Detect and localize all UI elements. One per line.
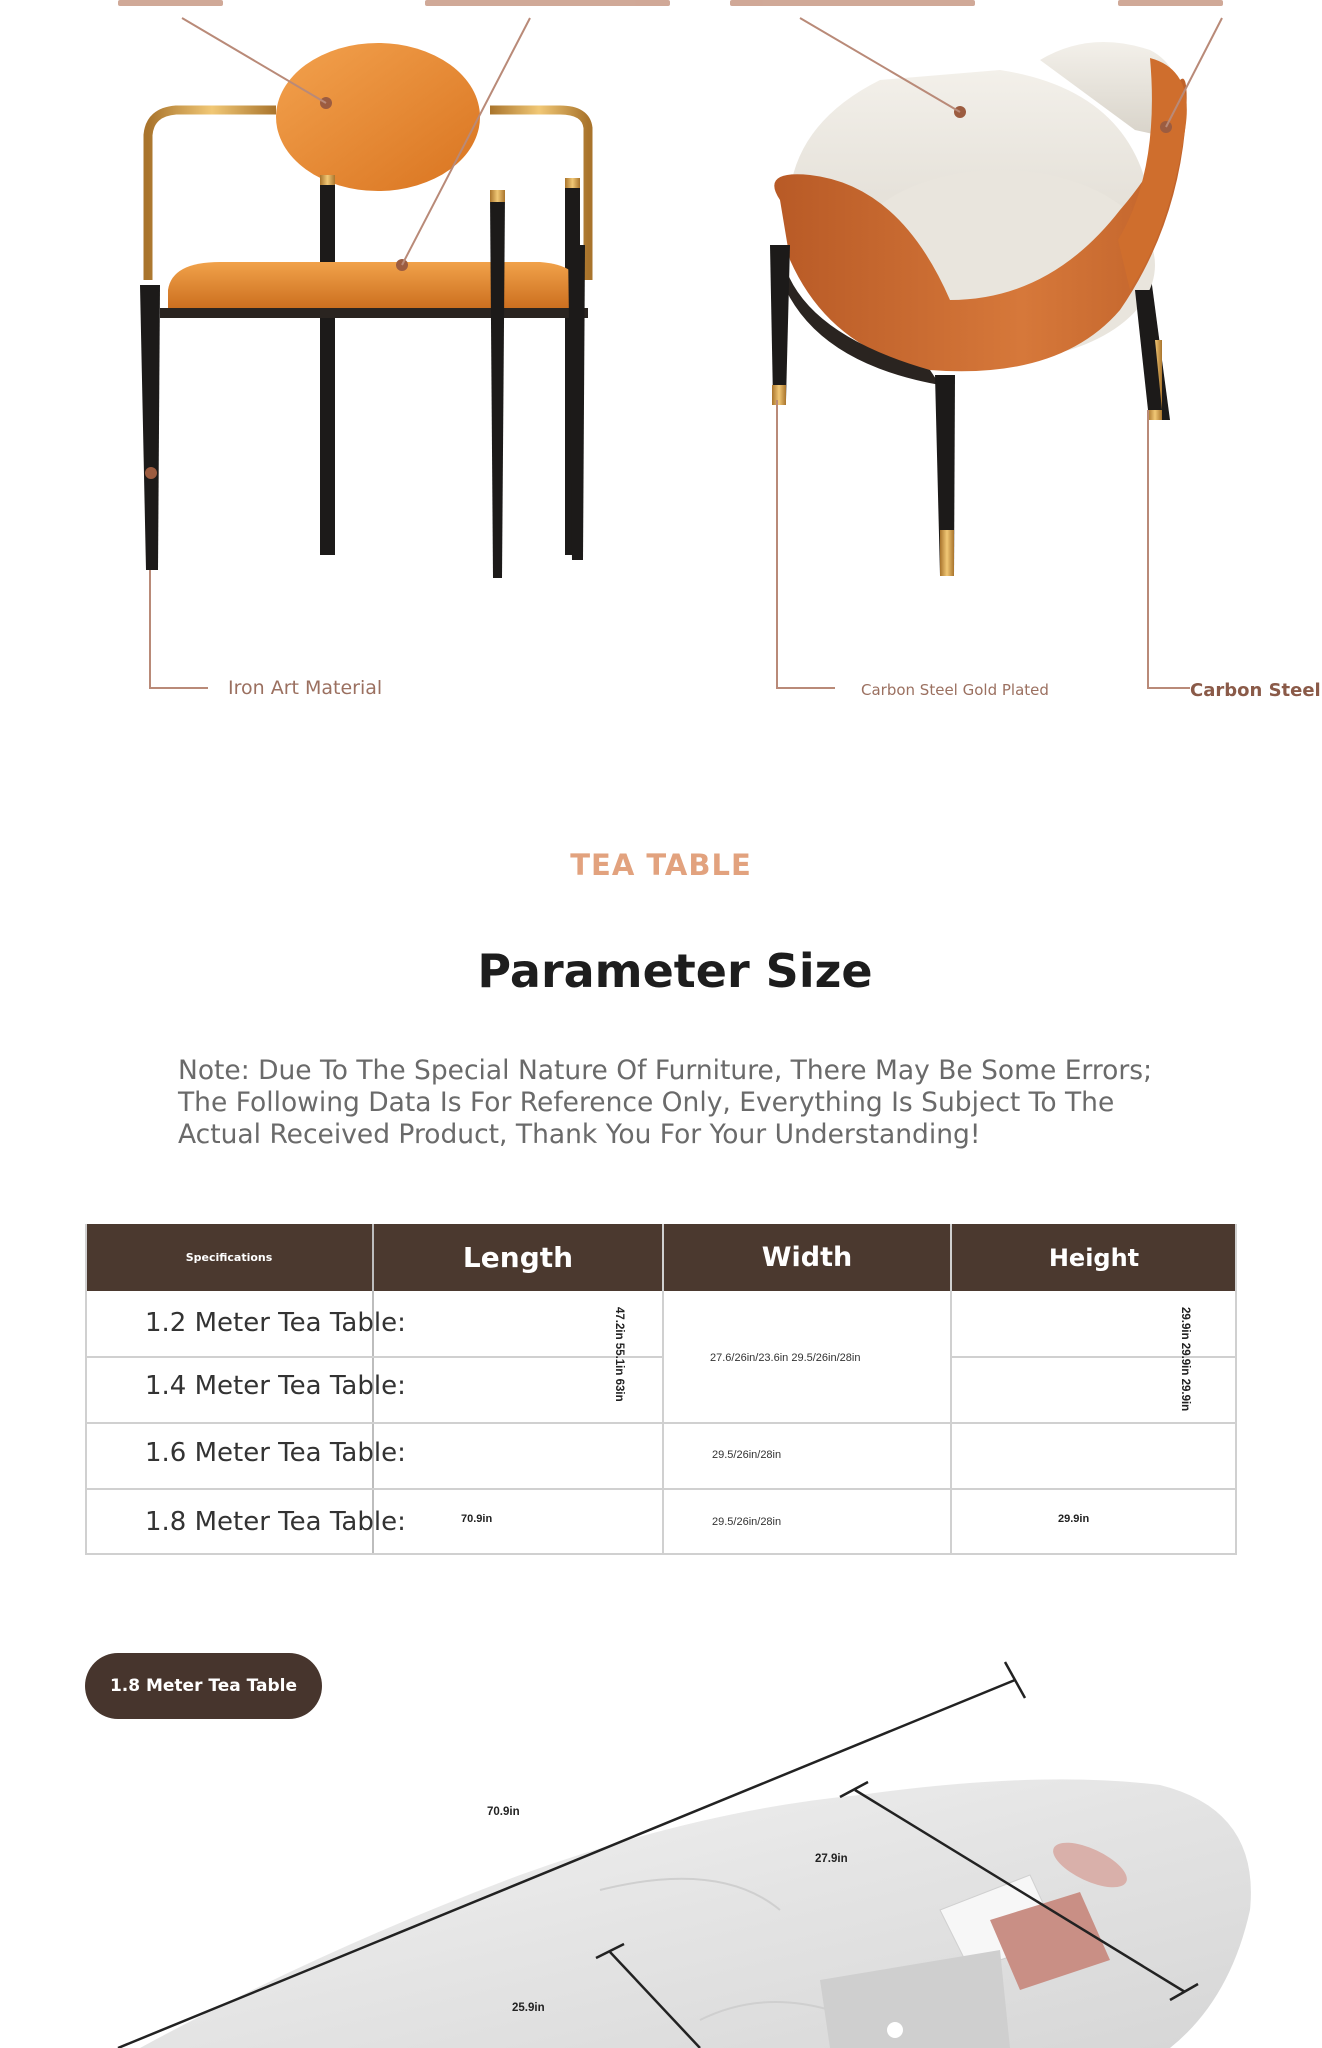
chair-illustrations xyxy=(0,0,1322,740)
tea-table-diagram xyxy=(0,1660,1322,2048)
row-label-1-6m: 1.6 Meter Tea Table: xyxy=(145,1438,406,1468)
callout-iron-art: Iron Art Material xyxy=(228,677,383,699)
grid-line xyxy=(85,1553,1237,1555)
row-label-1-4m: 1.4 Meter Tea Table: xyxy=(145,1371,406,1401)
dimension-length: 70.9in xyxy=(487,1806,520,1818)
grid-line xyxy=(85,1488,1237,1490)
width-1-8m: 29.5/26in/28in xyxy=(712,1516,782,1528)
header-length: Length xyxy=(462,1241,574,1274)
disclaimer-note: Note: Due To The Special Nature Of Furniture, There May Be Some Errors; The Following Data Is For Reference Only, Everything Is Subject To The Actual Received Product, Thank You For Your Understanding! xyxy=(178,1055,1153,1150)
header-width: Width xyxy=(761,1242,853,1273)
callout-gold-plated: Carbon Steel Gold Plated xyxy=(861,681,1049,699)
length-1-8m: 70.9in xyxy=(461,1513,493,1525)
height-1-8m: 29.9in xyxy=(1058,1513,1090,1525)
width-1-6m: 29.5/26in/28in xyxy=(712,1449,782,1461)
grid-line xyxy=(85,1422,1237,1424)
height-values-vertical: 29.9in 29.9in 29.9in xyxy=(1179,1307,1191,1412)
spec-table xyxy=(85,1224,1237,1554)
row-label-1-8m: 1.8 Meter Tea Table: xyxy=(145,1507,406,1537)
angled-chair xyxy=(770,18,1222,688)
product-badge: 1.8 Meter Tea Table xyxy=(85,1653,322,1719)
callout-carbon-steel: Carbon Steel xyxy=(1190,680,1321,701)
length-values-vertical: 47.2in 55.1in 63in xyxy=(613,1307,625,1402)
section-tag: TEA TABLE xyxy=(570,848,752,882)
grid-line xyxy=(950,1356,1237,1358)
grid-line xyxy=(85,1356,662,1358)
width-values-merged: 27.6/26in/23.6in 29.5/26in/28in xyxy=(710,1352,861,1364)
header-height: Height xyxy=(1048,1243,1140,1272)
front-chair xyxy=(140,18,588,688)
grid-line xyxy=(85,1224,87,1554)
grid-line xyxy=(662,1224,664,1554)
header-specifications: Specifications xyxy=(185,1251,273,1264)
cropped-top-labels xyxy=(118,0,1223,6)
row-label-1-2m: 1.2 Meter Tea Table: xyxy=(145,1308,406,1338)
dimension-width-right: 27.9in xyxy=(815,1853,848,1865)
grid-line xyxy=(950,1224,952,1554)
grid-line xyxy=(1235,1224,1237,1554)
dimension-width-left: 25.9in xyxy=(512,2002,545,2014)
page-title: Parameter Size xyxy=(477,944,873,998)
